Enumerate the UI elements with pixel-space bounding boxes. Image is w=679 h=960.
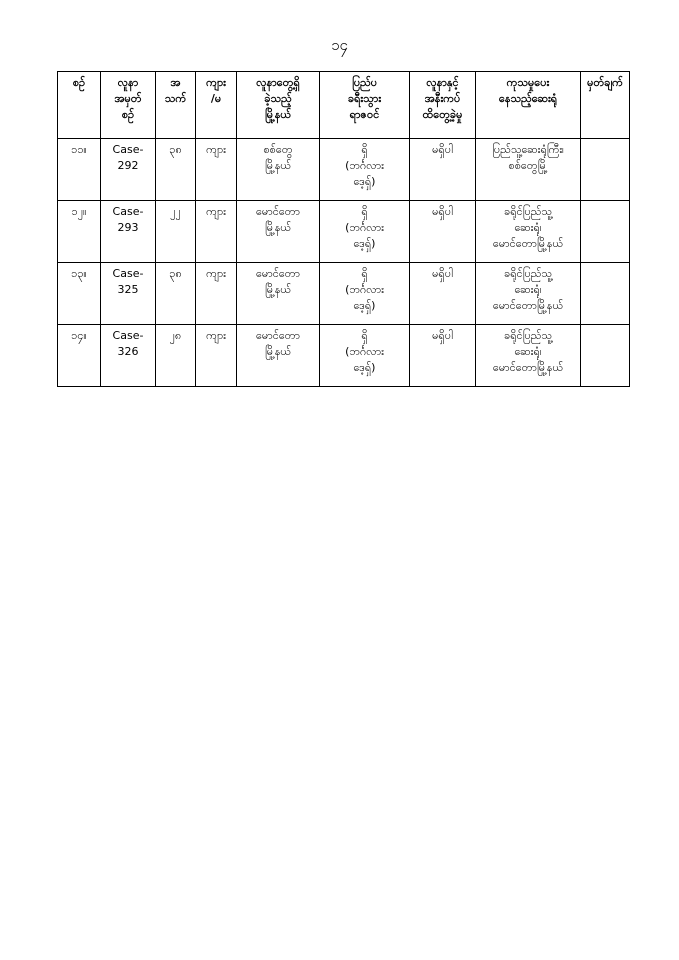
header-gender [196, 72, 237, 139]
cell-case-id: Case-325 [101, 263, 156, 325]
cell-line: ဆေးရုံ၊ [514, 283, 542, 296]
header-case-id [101, 72, 156, 139]
patient-case-table [57, 71, 630, 387]
cell-close-contact: မရှိပါ [410, 139, 476, 201]
header-travel-history [320, 72, 410, 139]
cell-travel-history [320, 325, 410, 387]
cell-line: ရှိ [361, 267, 368, 280]
cell-line: သက် [164, 92, 187, 105]
cell-line: (ဘင်္ဂလား [345, 221, 384, 234]
cell-line: မြို့နယ် [264, 108, 292, 121]
cell-age: ၂၈ [156, 325, 196, 387]
cell-line: ခဲ့သည့် [264, 92, 292, 105]
cell-line: ဒေ့ရှ်) [353, 361, 376, 374]
cell-township [237, 139, 320, 201]
cell-line: (ဘင်္ဂလား [345, 345, 384, 358]
cell-case-id: Case-326 [101, 325, 156, 387]
cell-travel-history [320, 139, 410, 201]
cell-line: ပြည်ပ [351, 76, 378, 89]
cell-gender: ကျား [196, 139, 237, 201]
page-number: ၁၄ [331, 36, 348, 54]
cell-age: ၃၈ [156, 139, 196, 201]
cell-gender: ကျား [196, 325, 237, 387]
table-row [58, 139, 630, 201]
cell-line: လူနာနှင့် [426, 76, 459, 89]
cell-line: (ဘင်္ဂလား [345, 283, 384, 296]
cell-age: ၃၈ [156, 263, 196, 325]
cell-line: ရှိ [361, 205, 368, 218]
cell-line: ခရိုင်ပြည်သူ့ [504, 205, 552, 218]
table-header-row [58, 72, 630, 139]
cell-line: လူနာ [117, 76, 139, 89]
cell-travel-history [320, 201, 410, 263]
cell-case-id: Case-293 [101, 201, 156, 263]
cell-serial-no: ၁၃။ [58, 263, 101, 325]
cell-line: စစ်တွေ [263, 143, 293, 156]
cell-serial-no: ၁၄။ [58, 325, 101, 387]
cell-serial-no: ၁၂။ [58, 201, 101, 263]
cell-line: /မ [210, 92, 222, 105]
cell-line: ပြည်သူ့ဆေးရုံကြီး၊ [492, 143, 564, 156]
cell-remarks [581, 263, 630, 325]
cell-remarks [581, 139, 630, 201]
cell-line: အမှတ် [114, 92, 142, 105]
cell-line: ဒေ့ရှ်) [353, 237, 376, 250]
table-row [58, 263, 630, 325]
cell-line: မောင်တော [255, 329, 301, 342]
cell-gender: ကျား [196, 263, 237, 325]
cell-line: မောင်တောမြို့နယ် [492, 361, 564, 374]
cell-line: မောင်တောမြို့နယ် [492, 237, 564, 250]
cell-line: ရာဇဝင် [349, 108, 380, 121]
cell-line: မောင်တော [255, 267, 301, 280]
cell-township [237, 201, 320, 263]
cell-treating-hospital [476, 139, 581, 201]
cell-line: စဉ် [72, 76, 86, 89]
cell-line: အနီးကပ် [424, 92, 461, 105]
cell-line: ရှိ [361, 143, 368, 156]
header-close-contact [410, 72, 476, 139]
cell-line: နေသည့်ဆေးရုံ [498, 92, 558, 105]
cell-treating-hospital [476, 201, 581, 263]
cell-line: ခရိုင်ပြည်သူ့ [504, 267, 552, 280]
cell-case-id: Case-292 [101, 139, 156, 201]
cell-gender: ကျား [196, 201, 237, 263]
cell-line: မြို့နယ် [264, 283, 292, 296]
cell-line: မြို့နယ် [264, 345, 292, 358]
cell-close-contact: မရှိပါ [410, 325, 476, 387]
cell-line: ရှိ [361, 329, 368, 342]
cell-line: ခရိုင်ပြည်သူ့ [504, 329, 552, 342]
cell-line: ကျား [206, 76, 226, 89]
cell-close-contact: မရှိပါ [410, 263, 476, 325]
cell-line: ဒေ့ရှ်) [353, 299, 376, 312]
header-treating-hospital [476, 72, 581, 139]
cell-line: (ဘင်္ဂလား [345, 159, 384, 172]
cell-close-contact: မရှိပါ [410, 201, 476, 263]
table-row [58, 201, 630, 263]
header-age [156, 72, 196, 139]
cell-line: မောင်တောမြို့နယ် [492, 299, 564, 312]
table-body [58, 139, 630, 387]
cell-line: ဆေးရုံ၊ [514, 345, 542, 358]
cell-line: ကုသမှုပေး [506, 76, 550, 89]
cell-remarks [581, 325, 630, 387]
header-township [237, 72, 320, 139]
cell-line: ထိတွေ့ခဲ့မှု [422, 108, 463, 121]
cell-line: ဒေ့ရှ်) [353, 175, 376, 188]
table-row [58, 325, 630, 387]
header-serial-no [58, 72, 101, 139]
cell-treating-hospital [476, 263, 581, 325]
cell-township [237, 325, 320, 387]
cell-line: ဆေးရုံ၊ [514, 221, 542, 234]
cell-line: မောင်တော [255, 205, 301, 218]
cell-line: မြို့နယ် [264, 221, 292, 234]
cell-line: မှတ်ချက် [587, 76, 623, 89]
cell-age: ၂၂ [156, 201, 196, 263]
cell-line: ခရီးသွား [347, 92, 382, 105]
cell-line: အ [170, 76, 181, 89]
cell-line: လူနာတွေ့ရှိ [256, 76, 300, 89]
cell-travel-history [320, 263, 410, 325]
cell-remarks [581, 201, 630, 263]
cell-township [237, 263, 320, 325]
cell-line: မြို့နယ် [264, 159, 292, 172]
cell-treating-hospital [476, 325, 581, 387]
cell-serial-no: ၁၁။ [58, 139, 101, 201]
cell-line: စစ်တွေမြို့ [508, 159, 548, 172]
cell-line: စဉ် [121, 108, 135, 121]
header-remarks [581, 72, 630, 139]
